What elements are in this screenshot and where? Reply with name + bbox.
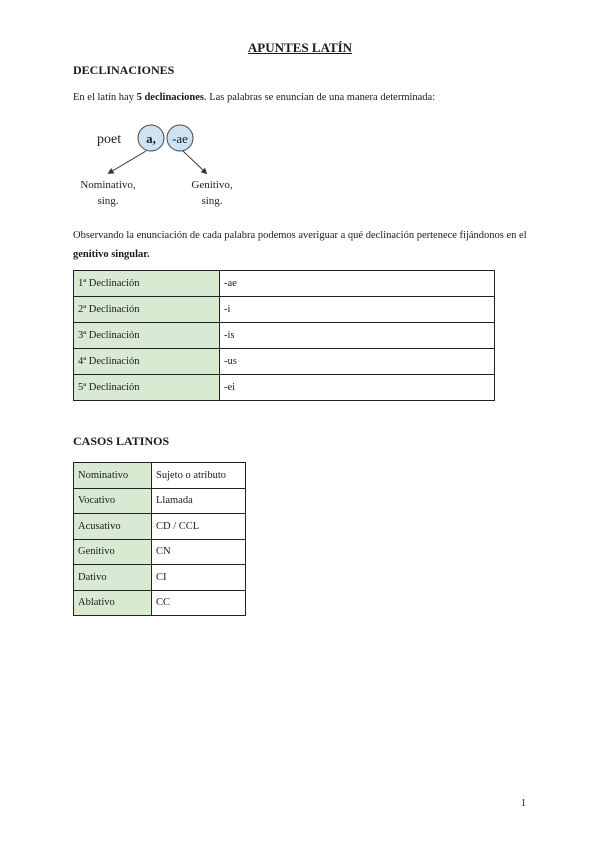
declination-ending-cell: -is xyxy=(220,323,495,349)
declination-name-cell: 2ª Declinación xyxy=(74,297,220,323)
declination-name-cell: 5ª Declinación xyxy=(74,375,220,401)
table-row xyxy=(74,349,495,375)
observation-text-bold: genitivo singular. xyxy=(73,249,150,260)
declination-ending-cell: -ei xyxy=(220,375,495,401)
table-row xyxy=(74,463,246,489)
case-name-cell: Genitivo xyxy=(74,539,152,565)
table-row xyxy=(74,590,246,616)
intro-text-bold: 5 declinaciones xyxy=(136,92,204,103)
enunciation-diagram xyxy=(80,118,248,210)
case-function-cell: Llamada xyxy=(152,488,246,514)
case-name-cell: Nominativo xyxy=(74,463,152,489)
table-row xyxy=(74,539,246,565)
arrow-nominativo xyxy=(109,151,146,173)
cases-table xyxy=(73,462,246,616)
case-name-cell: Acusativo xyxy=(74,514,152,540)
case-name-cell: Dativo xyxy=(74,565,152,591)
declination-ending-cell: -us xyxy=(220,349,495,375)
table-row xyxy=(74,565,246,591)
case-function-cell: Sujeto o atributo xyxy=(152,463,246,489)
declination-ending-cell: -ae xyxy=(220,271,495,297)
section-heading-declinaciones: DECLINACIONES xyxy=(73,63,175,77)
label-genitivo-sing: sing. xyxy=(201,195,223,207)
table-row xyxy=(74,271,495,297)
declination-name-cell: 4ª Declinación xyxy=(74,349,220,375)
table-row xyxy=(74,297,495,323)
case-function-cell: CN xyxy=(152,539,246,565)
case-name-cell: Vocativo xyxy=(74,488,152,514)
declination-name-cell: 3ª Declinación xyxy=(74,323,220,349)
diagram-ending1: a, xyxy=(146,131,156,146)
intro-text-start: En el latín hay xyxy=(73,92,137,103)
table-row xyxy=(74,514,246,540)
page-title: APUNTES LATÍN xyxy=(247,40,353,55)
intro-paragraph xyxy=(73,88,533,107)
label-nominativo: Nominativo, xyxy=(80,179,136,191)
case-function-cell: CI xyxy=(152,565,246,591)
page-number: 1 xyxy=(521,798,526,809)
section-heading-casos: CASOS LATINOS xyxy=(73,434,170,448)
intro-text-end: . Las palabras se enuncian de una manera determinada: xyxy=(203,92,436,103)
declinations-table xyxy=(73,270,495,401)
arrow-genitivo xyxy=(183,151,206,173)
declination-name-cell: 1ª Declinación xyxy=(74,271,220,297)
diagram-ending2: -ae xyxy=(172,131,188,146)
observation-paragraph xyxy=(73,226,533,264)
case-function-cell: CC xyxy=(152,590,246,616)
case-function-cell: CD / CCL xyxy=(152,514,246,540)
diagram-stem: poet xyxy=(97,132,122,147)
declination-ending-cell: -i xyxy=(220,297,495,323)
table-row xyxy=(74,488,246,514)
table-row xyxy=(74,375,495,401)
label-nominativo-sing: sing. xyxy=(97,195,119,207)
case-name-cell: Ablativo xyxy=(74,590,152,616)
observation-text: Observando la enunciación de cada palabra podemos averiguar a qué declinación pertenece fijándonos en el xyxy=(73,230,527,241)
table-row xyxy=(74,323,495,349)
label-genitivo: Genitivo, xyxy=(191,179,233,191)
